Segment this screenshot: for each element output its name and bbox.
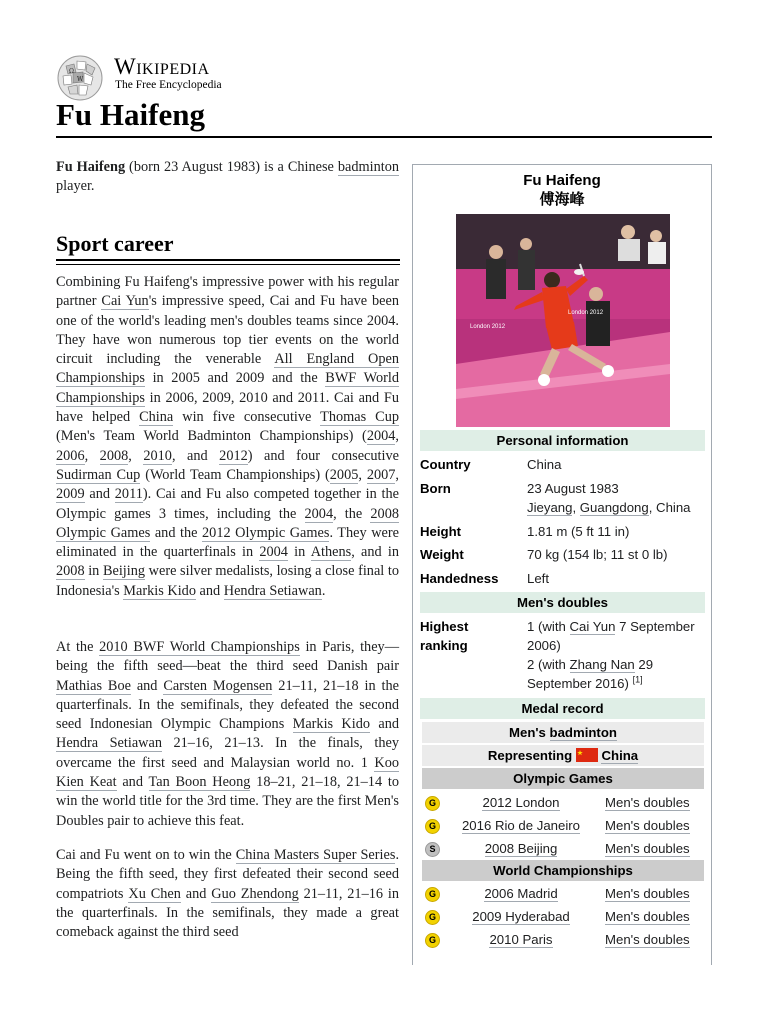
sport-band: Men's badminton xyxy=(422,722,704,743)
link-cai-yun[interactable]: Cai Yun xyxy=(101,293,149,310)
medal-record-header: Medal record xyxy=(420,698,705,719)
photo-banner-text-2: London 2012 xyxy=(568,310,604,316)
silver-medal-icon: S xyxy=(425,842,440,857)
link-thomas-2008[interactable]: 2008 xyxy=(99,447,129,464)
born-label: Born xyxy=(420,481,451,496)
player-photo[interactable] xyxy=(456,214,670,427)
link-guangdong[interactable]: Guangdong xyxy=(579,500,649,515)
link-badminton[interactable]: badminton xyxy=(337,159,399,175)
medal-category xyxy=(605,907,705,926)
link-beijing[interactable]: Beijing xyxy=(102,563,146,580)
section-heading-sport-career: Sport career xyxy=(56,231,174,256)
link-olympics-2004[interactable]: 2004 xyxy=(304,505,334,522)
paragraph-career-overview: Combining Fu Haifeng's impressive power with his regular partner Cai Yun's impressive speed, Cai and Fu have been one of the world's leading men's doubles teams since 2004. They have won numerous top tier events on the world circuit including the venerable All England Open Championships in 2005 and 2009 and the BWF World Championships in 2006, 2009, 2010 and 2011. Cai and Fu have helped China win five consecutive Thomas Cup (Men's Team World Badminton Championships) (2004, 2006, 2008, 2010, and 2012) and four consecutive Sudirman Cup (World Team Championships) (2005, 2007, 2009 and 2011). Cai and Fu also competed together in the Olympic games 3 times, including the 2004, the 2008 Olympic Games and the 2012 Olympic Games. They were eliminated in the quarterfinals in 2004 in Athens, and in 2008 in Beijing were silver medalists, losing a close final to Indonesia's Markis Kido and Hendra Setiawan. xyxy=(56,274,400,599)
handedness-value: Left xyxy=(527,571,549,586)
infobox-title xyxy=(413,171,711,209)
wikipedia-tagline: The Free Encyclopedia xyxy=(115,79,222,91)
born-value: 23 August 1983 Jieyang, Guangdong, China xyxy=(527,479,707,517)
intro-paragraph: Fu Haifeng (born 23 August 1983) is a Chinese badminton player. xyxy=(56,159,399,195)
reference-link[interactable]: [1] xyxy=(632,674,643,685)
infobox-name: Fu Haifeng xyxy=(523,172,601,189)
link-china[interactable]: China xyxy=(139,409,174,426)
link-thomas-2006[interactable]: 2006 xyxy=(56,447,85,464)
link-cai-yun-rank[interactable]: Cai Yun xyxy=(569,619,616,634)
link-tan-boon-heong[interactable]: Tan Boon Heong xyxy=(148,774,251,791)
link-olympics-2012[interactable]: 2012 Olympic Games xyxy=(202,524,330,541)
medal-event xyxy=(451,907,591,926)
link-mens-doubles[interactable]: Men's doubles xyxy=(605,818,690,833)
subject-name: Fu Haifeng xyxy=(56,159,126,175)
medal-event xyxy=(451,839,591,858)
link-mens-doubles[interactable]: Men's doubles xyxy=(605,841,690,856)
weight-value: 70 kg (154 lb; 11 st 0 lb) xyxy=(527,547,668,562)
infobox xyxy=(412,164,712,965)
link-sudirman-2005[interactable]: 2005 xyxy=(329,466,359,483)
country-value: China xyxy=(527,457,562,472)
olympic-games-band: Olympic Games xyxy=(422,768,704,789)
link-quarterfinal-2004[interactable]: 2004 xyxy=(259,544,288,561)
mens-doubles-header: Men's doubles xyxy=(420,592,705,613)
link-thomas-cup[interactable]: Thomas Cup xyxy=(320,409,400,426)
handedness-label: Handedness xyxy=(420,571,499,586)
medal-event xyxy=(451,884,591,903)
link-sudirman-2011[interactable]: 2011 xyxy=(114,486,143,503)
medal-category xyxy=(605,816,705,835)
highest-ranking-label: Highest ranking xyxy=(420,619,469,653)
link-xu-chen[interactable]: Xu Chen xyxy=(128,885,181,902)
medal-category xyxy=(605,930,705,949)
page-title: Fu Haifeng xyxy=(56,97,205,132)
gold-medal-icon: G xyxy=(425,796,440,811)
medal-category xyxy=(605,839,705,858)
link-2008-beijing[interactable]: 2008 Beijing xyxy=(484,841,558,856)
section-divider xyxy=(56,259,400,261)
personal-info-header: Personal information xyxy=(420,430,705,451)
link-mathias-boe[interactable]: Mathias Boe xyxy=(56,677,131,694)
link-hendra-setiawan-2[interactable]: Hendra Setiawan xyxy=(56,735,162,752)
title-divider xyxy=(56,136,712,138)
link-carsten-mogensen[interactable]: Carsten Mogensen xyxy=(163,677,273,694)
link-mens-doubles[interactable]: Men's doubles xyxy=(605,932,690,947)
link-mens-doubles[interactable]: Men's doubles xyxy=(605,886,690,901)
infobox-chinese-name: 傅海峰 xyxy=(539,191,585,208)
link-sudirman-2009[interactable]: 2009 xyxy=(56,486,85,503)
link-guo-zhendong[interactable]: Guo Zhendong xyxy=(211,885,299,902)
weight-label: Weight xyxy=(420,547,464,562)
link-olympics-2008[interactable]: 2008 Olympic Games xyxy=(56,505,399,541)
link-thomas-2012[interactable]: 2012 xyxy=(219,447,248,464)
link-2006-madrid[interactable]: 2006 Madrid xyxy=(484,886,558,901)
country-label: Country xyxy=(420,457,471,472)
gold-medal-icon: G xyxy=(425,887,440,902)
link-badminton-medal[interactable]: badminton xyxy=(549,725,617,740)
link-zhang-nan[interactable]: Zhang Nan xyxy=(569,657,635,672)
svg-text:Ω: Ω xyxy=(69,68,74,75)
link-markis-kido-2[interactable]: Markis Kido xyxy=(292,716,371,733)
link-hendra-setiawan[interactable]: Hendra Setiawan xyxy=(223,582,322,599)
section-divider-thin xyxy=(56,264,400,265)
link-jieyang[interactable]: Jieyang xyxy=(527,500,573,515)
height-label: Height xyxy=(420,524,462,539)
medal-event xyxy=(451,793,591,812)
china-flag-icon xyxy=(576,748,598,762)
gold-medal-icon: G xyxy=(425,819,440,834)
representing-band: Representing China xyxy=(422,745,704,766)
link-all-england[interactable]: All England Open Championships xyxy=(56,351,399,387)
medal-category xyxy=(605,793,705,812)
link-2010-paris[interactable]: 2010 Paris xyxy=(489,932,553,947)
link-bwf-world-championships[interactable]: BWF World Championships xyxy=(56,370,399,406)
link-thomas-2004[interactable]: 2004 xyxy=(366,428,396,445)
svg-text:W: W xyxy=(77,76,84,83)
link-thomas-2010[interactable]: 2010 xyxy=(143,447,172,464)
highest-ranking-value: 1 (with Cai Yun 7 September 2006) 2 (with Zhang Nan 29 September 2016) [1] xyxy=(527,619,695,691)
paragraph-china-masters: Cai and Fu went on to win the China Masters Super Series. Being the fifth seed, they first defeated their second seed compatriots Xu Chen and Guo Zhendong 21–11, 21–16 in the quarterfinals. In the semifinals, they made a great comeback against the third seed xyxy=(56,847,399,941)
medal-event xyxy=(451,930,591,949)
link-beijing-2008[interactable]: 2008 xyxy=(56,563,85,580)
link-2009-hyderabad[interactable]: 2009 Hyderabad xyxy=(472,909,570,924)
link-mens-doubles[interactable]: Men's doubles xyxy=(605,795,690,810)
paragraph-2010-world-championships: At the 2010 BWF World Championships in Paris, they—being the fifth seed—beat the third seed Danish pair Mathias Boe and Carsten Mogensen 21–11, 21–18 in the quarterfinals. In the semifinals, they defeated the second seed Indonesian Olympic Champions Markis Kido and Hendra Setiawan 21–16, 21–13. In the finals, they overcame the first seed and Malaysian world no. 1 Koo Kien Keat and Tan Boon Heong 18–21, 21–18, 21–14 to win the world title for the 3rd time. They are the first Men's Doubles pair to achieve this feat. xyxy=(56,639,400,829)
medal-event xyxy=(451,816,591,835)
link-koo-kien-keat[interactable]: Koo Kien Keat xyxy=(56,754,399,791)
link-2010-bwf-world-championships[interactable]: 2010 BWF World Championships xyxy=(99,639,300,655)
link-sudirman-cup[interactable]: Sudirman Cup xyxy=(56,466,141,483)
medal-category xyxy=(605,884,705,903)
world-championships-band: World Championships xyxy=(422,860,704,881)
photo-banner-text: London 2012 xyxy=(470,324,506,330)
link-markis-kido[interactable]: Markis Kido xyxy=(123,582,196,599)
player-photo-image xyxy=(456,214,670,427)
born-date: 23 August 1983 xyxy=(527,481,619,496)
link-china-masters[interactable]: China Masters Super Series xyxy=(235,847,396,863)
link-2016-rio[interactable]: 2016 Rio de Janeiro xyxy=(461,818,581,833)
link-2012-london[interactable]: 2012 London xyxy=(482,795,560,810)
link-mens-doubles[interactable]: Men's doubles xyxy=(605,909,690,924)
link-china-medal[interactable]: China xyxy=(601,748,639,763)
link-sudirman-2007[interactable]: 2007 xyxy=(366,466,396,483)
wikipedia-wordmark[interactable]: Wikipedia xyxy=(114,54,210,79)
link-athens[interactable]: Athens xyxy=(310,544,352,561)
height-value: 1.81 m (5 ft 11 in) xyxy=(527,524,630,539)
gold-medal-icon: G xyxy=(425,910,440,925)
gold-medal-icon: G xyxy=(425,933,440,948)
